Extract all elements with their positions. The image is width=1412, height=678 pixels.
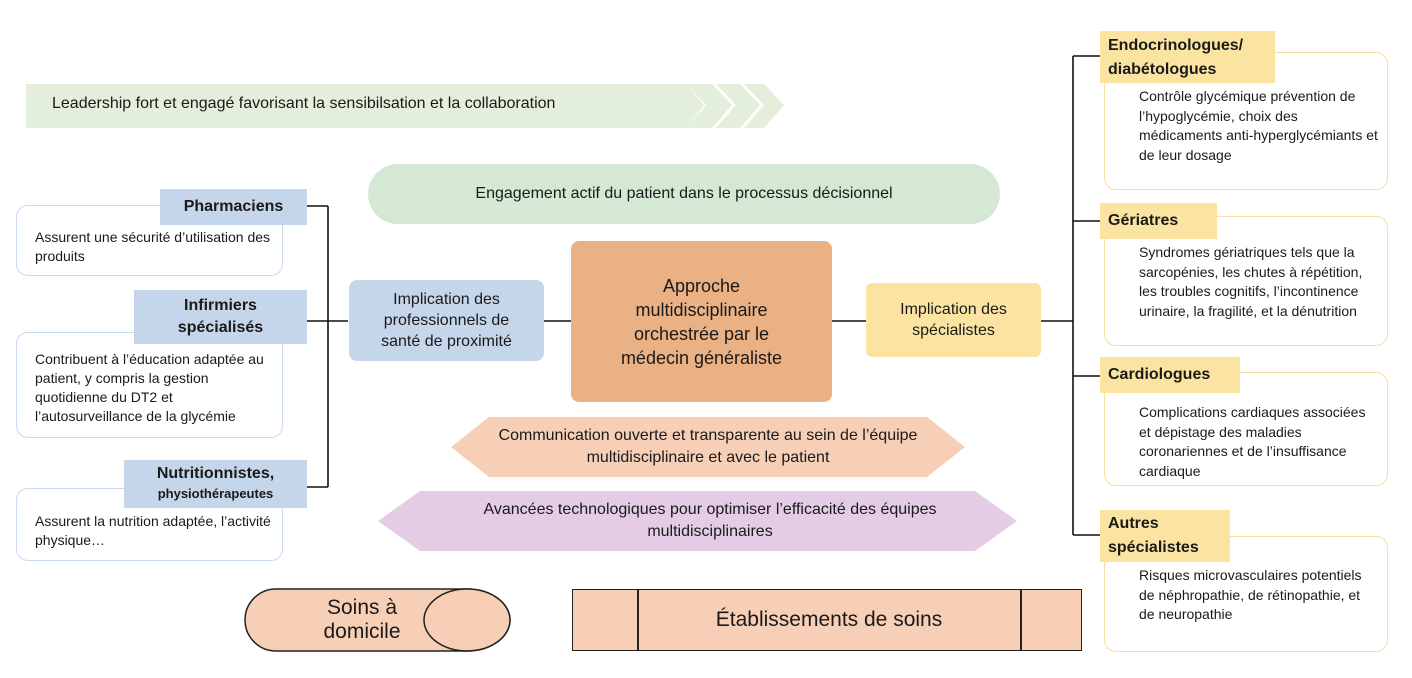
center-label: Approche multidisciplinaire orchestrée par le médecin généraliste bbox=[620, 275, 783, 368]
communication-label: Communication ouverte et transparente au sein de l’équipe multidisciplinaire et avec le patient bbox=[498, 427, 918, 466]
endocrinologists-title: Endocrinologues/ diabétologues bbox=[1100, 31, 1275, 83]
nutritionists-title-line1: Nutritionnistes, bbox=[156, 465, 275, 482]
facilities-label: Établissements de soins bbox=[715, 608, 943, 631]
pharmacists-desc: Assurent une sécurité d’utilisation des produits bbox=[35, 229, 271, 264]
facilities-box bbox=[572, 589, 1082, 651]
endocrinologists-desc: Contrôle glycémique prévention de l’hypoglycémie, choix des médicaments anti-hyperglycémiants et de leur dosage bbox=[1139, 88, 1378, 163]
proximity-label: Implication des professionnels de santé de proximité bbox=[381, 291, 512, 350]
geriatricians-desc: Syndromes gériatriques tels que la sarcopénies, les chutes à répétition, les troubles cognitifs, l’incontinence urinaire, la fragilité, et la dénutrition bbox=[1139, 244, 1363, 319]
other-specialists-desc: Risques microvasculaires potentiels de néphropathie, de rétinopathie, et de neuropathie bbox=[1139, 567, 1362, 622]
specialists-label: Implication des spécialistes bbox=[900, 301, 1007, 339]
nutritionists-title bbox=[124, 460, 307, 508]
nurses-title: Infirmiers spécialisés bbox=[134, 290, 307, 344]
cardiologists-title: Cardiologues bbox=[1100, 357, 1240, 393]
nurses-desc: Contribuent à l’éducation adaptée au patient, y compris la gestion quotidienne du DT2 et l’autosurveillance de la glycémie bbox=[35, 351, 264, 424]
home-care-label: Soins à domicile bbox=[323, 596, 401, 643]
engagement-label: Engagement actif du patient dans le processus décisionnel bbox=[475, 185, 893, 202]
cardiologists-desc: Complications cardiaques associées et dépistage des maladies coronariennes et de l’insuffisance cardiaque bbox=[1139, 404, 1366, 479]
technology-label: Avancées technologiques pour optimiser l’efficacité des équipes multidisciplinaires bbox=[483, 501, 937, 540]
other-specialists-title: Autres spécialistes bbox=[1100, 510, 1230, 562]
nurses-desc-box bbox=[16, 332, 283, 438]
nutritionists-title-line2: physiothérapeutes bbox=[157, 486, 274, 501]
geriatricians-title: Gériatres bbox=[1100, 203, 1217, 239]
leadership-label: Leadership fort et engagé favorisant la sensibilsation et la collaboration bbox=[52, 95, 556, 112]
nutritionists-desc: Assurent la nutrition adaptée, l’activité physique… bbox=[35, 513, 271, 548]
facilities-divider-right bbox=[1020, 590, 1022, 650]
pharmacists-title: Pharmaciens bbox=[160, 189, 307, 225]
